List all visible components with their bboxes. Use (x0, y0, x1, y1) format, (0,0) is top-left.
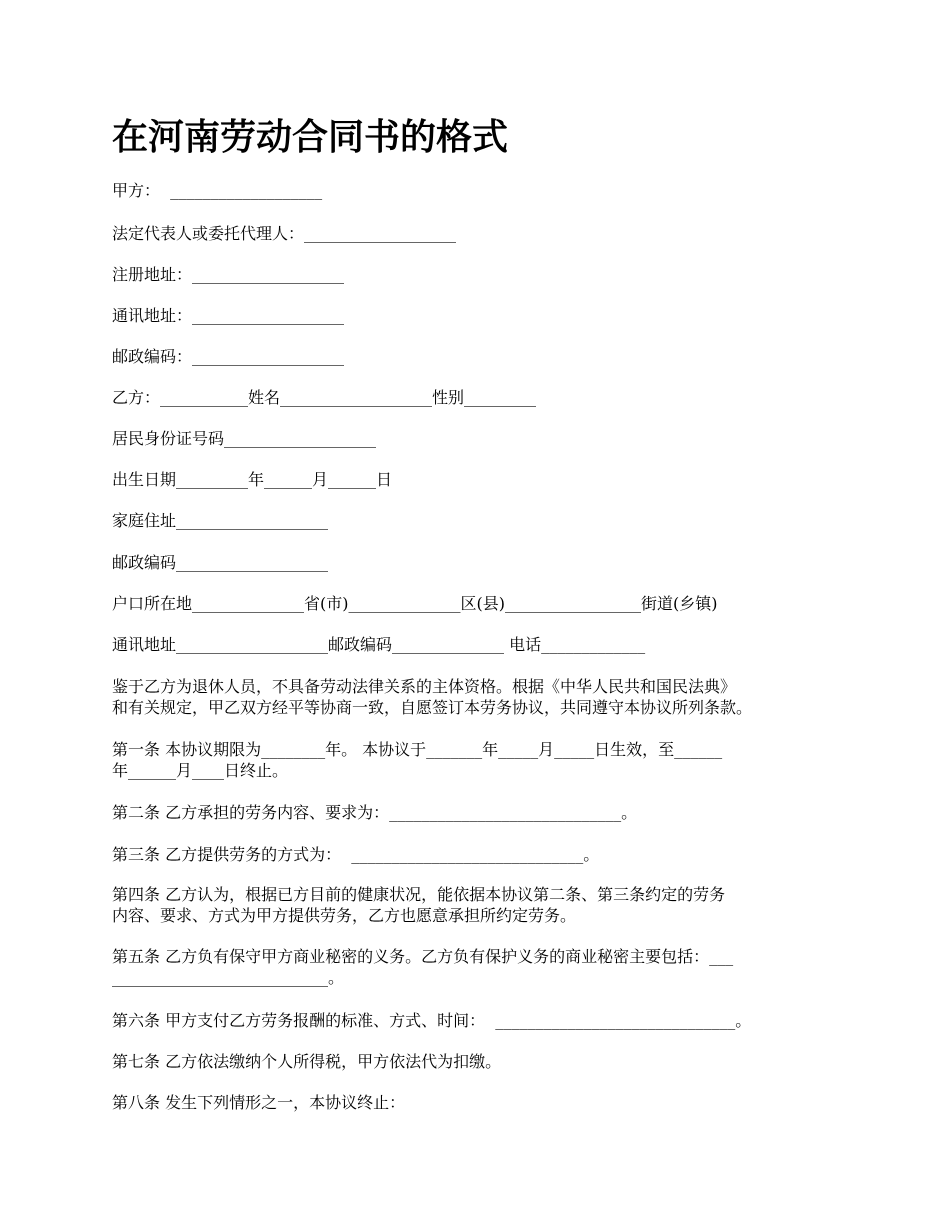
field-contact-info: 通讯地址___________________邮政编码______________ 电话_____________ (112, 635, 646, 654)
field-legal-representative: 法定代表人或委托代理人：___________________ (112, 224, 457, 243)
field-birth-date: 出生日期_________年______月______日 (112, 470, 393, 489)
field-postal-code: 邮政编码：___________________ (112, 347, 345, 366)
article-4-line-2: 内容、要求、方式为甲方提供劳务，乙方也愿意承担所约定劳务。 (112, 906, 577, 925)
field-party-b: 乙方：___________姓名___________________性别_________ (112, 388, 537, 407)
preamble-line-2: 和有关规定，甲乙双方经平等协商一致，自愿签订本劳务协议，共同遵守本协议所列条款。 (112, 698, 753, 717)
preamble-line-1: 鉴于乙方为退休人员，不具备劳动法律关系的主体资格。根据《中华人民共和国民法典》 (112, 677, 737, 696)
article-2: 第二条 乙方承担的劳务内容、要求为：_____________________________。 (112, 803, 638, 822)
field-registered-address: 注册地址：___________________ (112, 265, 345, 284)
document-title: 在河南劳动合同书的格式 (112, 116, 509, 158)
article-7: 第七条 乙方依法缴纳个人所得税，甲方依法代为扣缴。 (112, 1052, 502, 1071)
article-5-line-1: 第五条 乙方负有保守甲方商业秘密的义务。乙方负有保护义务的商业秘密主要包括：___ (112, 947, 734, 966)
article-1-line-2: 年______月____日终止。 (112, 761, 289, 780)
field-correspondence-address: 通讯地址：___________________ (112, 306, 345, 325)
field-id-number: 居民身份证号码___________________ (112, 429, 377, 448)
field-household-registration: 户口所在地______________省(市)______________区(县)_________________街道(乡镇) (112, 594, 718, 613)
field-home-postal-code: 邮政编码___________________ (112, 553, 329, 572)
article-8: 第八条 发生下列情形之一，本协议终止： (112, 1093, 406, 1112)
article-6: 第六条 甲方支付乙方劳务报酬的标准、方式、时间： ______________________________。 (112, 1011, 752, 1030)
field-home-address: 家庭住址___________________ (112, 511, 329, 530)
article-1-line-1: 第一条 本协议期限为________年。 本协议于_______年_____月_____日生效，至______ (112, 740, 723, 759)
article-3: 第三条 乙方提供劳务的方式为： _____________________________。 (112, 845, 600, 864)
field-party-a: 甲方： ___________________ (112, 181, 323, 200)
article-5-line-2: ___________________________。 (112, 968, 345, 987)
article-4-line-1: 第四条 乙方认为，根据已方目前的健康状况，能依据本协议第二条、第三条约定的劳务 (112, 885, 726, 904)
